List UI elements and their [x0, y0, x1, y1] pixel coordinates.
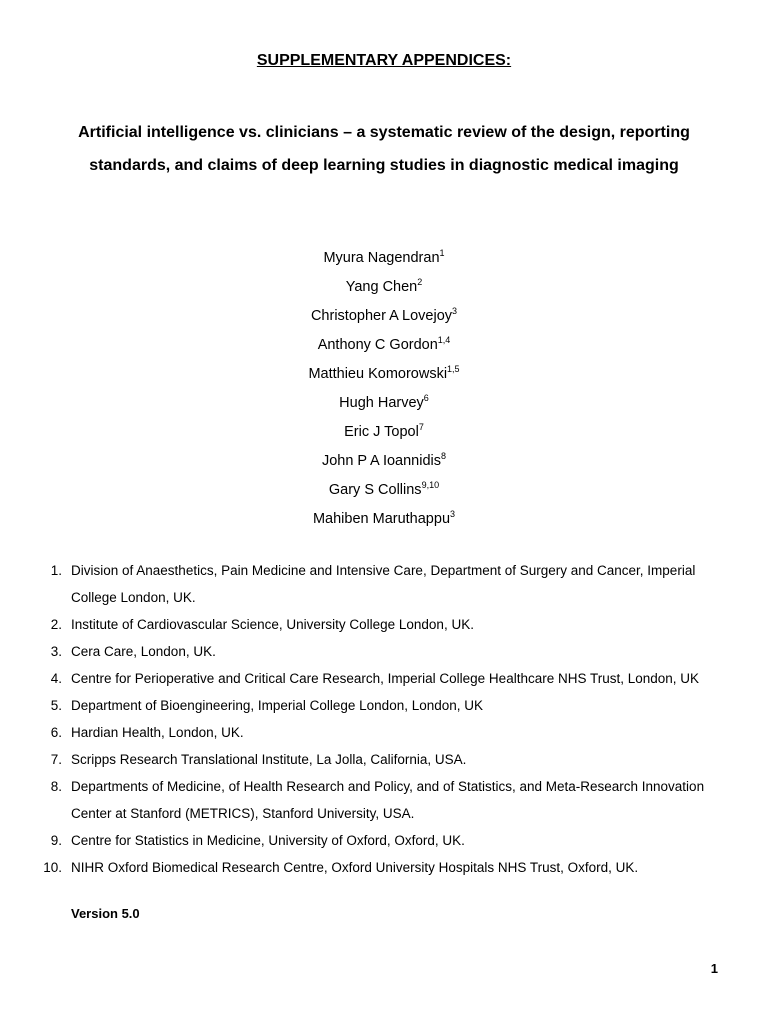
author: [0, 385, 768, 414]
author-affiliation-marker: 2: [417, 277, 423, 287]
author-list: [0, 240, 768, 530]
affiliation-text: NIHR Oxford Biomedical Research Centre, Oxford University Hospitals NHS Trust, Oxford, UK.: [71, 860, 639, 875]
author-name: Matthieu Komorowski: [308, 366, 448, 382]
affiliation-text: Institute of Cardiovascular Science, University College London, UK.: [71, 617, 474, 632]
author: [0, 501, 768, 530]
version-label: Version 5.0: [71, 906, 140, 921]
affiliation-number: 2.: [50, 617, 62, 632]
author: [0, 327, 768, 356]
affiliation-item: [50, 557, 731, 611]
affiliation-number: 1.: [50, 563, 62, 578]
author: [0, 298, 768, 327]
affiliation-number: 6.: [50, 725, 62, 740]
affiliation-text: Hardian Health, London, UK.: [71, 725, 244, 740]
author-affiliation-marker: 1,4: [437, 335, 451, 345]
author: [0, 472, 768, 501]
affiliation-item: [50, 719, 731, 746]
affiliation-text: Departments of Medicine, of Health Research and Policy, and of Statistics, and Meta-Research Innovation Center at Stanford (METRICS), Stanford University, USA.: [71, 779, 705, 821]
affiliation-number: 4.: [50, 671, 62, 686]
author: [0, 443, 768, 472]
affiliation-number: 10.: [43, 860, 62, 875]
affiliation-item: [50, 773, 731, 827]
author: [0, 269, 768, 298]
affiliation-item: [50, 665, 731, 692]
author-name: Anthony C Gordon: [317, 337, 438, 353]
author-name: Gary S Collins: [328, 482, 422, 498]
author-name: Hugh Harvey: [339, 395, 424, 411]
affiliation-number: 7.: [50, 752, 62, 767]
affiliation-text: Department of Bioengineering, Imperial College London, London, UK: [71, 698, 484, 713]
affiliation-text: Scripps Research Translational Institute, La Jolla, California, USA.: [71, 752, 467, 767]
author-name: Myura Nagendran: [323, 250, 440, 266]
affiliation-item: [50, 638, 731, 665]
author-affiliation-marker: 3: [450, 509, 456, 519]
page-number: 1: [710, 961, 718, 976]
author: [0, 240, 768, 269]
author-affiliation-marker: 3: [452, 306, 458, 316]
affiliation-item: [50, 827, 731, 854]
affiliation-text: Centre for Perioperative and Critical Care Research, Imperial College Healthcare NHS Trust, London, UK: [71, 671, 700, 686]
affiliation-item: [50, 611, 731, 638]
author-name: Yang Chen: [345, 279, 418, 295]
affiliation-text: Division of Anaesthetics, Pain Medicine and Intensive Care, Department of Surgery and Cancer, Imperial College London, UK.: [71, 563, 696, 605]
affiliation-number: 8.: [50, 779, 62, 794]
affiliation-text: Centre for Statistics in Medicine, University of Oxford, Oxford, UK.: [71, 833, 465, 848]
author-affiliation-marker: 9,10: [421, 480, 440, 490]
author-name: Christopher A Lovejoy: [310, 308, 453, 324]
affiliation-number: 3.: [50, 644, 62, 659]
author-affiliation-marker: 1: [439, 248, 445, 258]
affiliation-item: [50, 692, 731, 719]
author-name: Eric J Topol: [344, 424, 419, 440]
author-name: John P A Ioannidis: [321, 453, 442, 469]
affiliation-text: Cera Care, London, UK.: [71, 644, 216, 659]
affiliation-item: [50, 746, 731, 773]
author-affiliation-marker: 7: [418, 422, 424, 432]
affiliation-item: [43, 854, 731, 881]
section-heading: SUPPLEMENTARY APPENDICES:: [256, 52, 512, 69]
affiliation-number: 5.: [50, 698, 62, 713]
author-affiliation-marker: 1,5: [447, 364, 460, 374]
paper-title: Artificial intelligence vs. clinicians – a systematic review of the design, reporting standards, and claims of deep learning studies in diagnostic medical imaging: [78, 124, 690, 174]
affiliation-list: [0, 557, 768, 881]
author-affiliation-marker: 8: [441, 451, 447, 461]
author: [0, 414, 768, 443]
affiliation-number: 9.: [50, 833, 62, 848]
author: [0, 356, 768, 385]
author-name: Mahiben Maruthappu: [312, 511, 451, 527]
author-affiliation-marker: 6: [423, 393, 429, 403]
